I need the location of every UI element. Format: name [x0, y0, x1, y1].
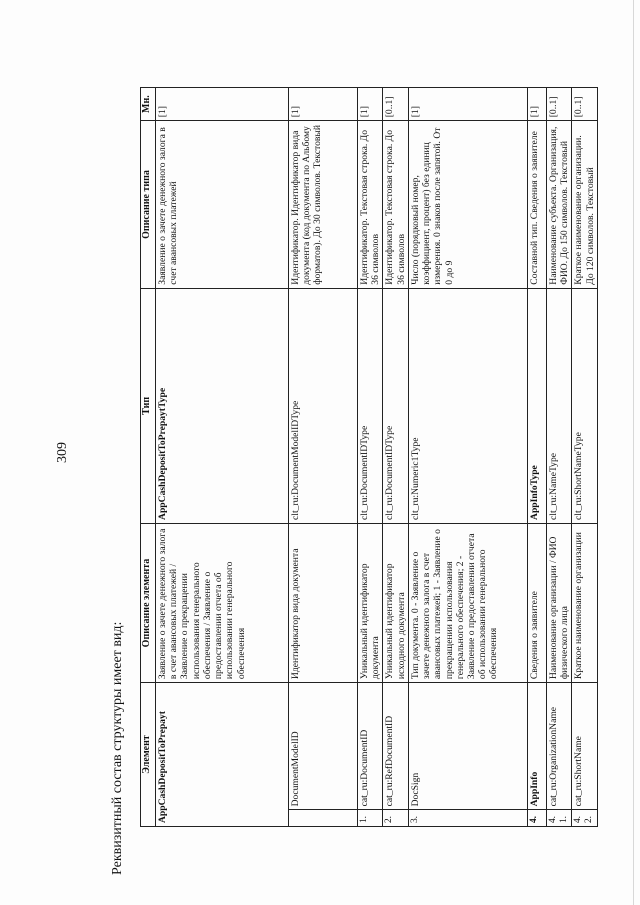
table-row: [383, 88, 408, 827]
row-element-desc: Сведения о заявителе: [527, 523, 546, 682]
table-row: [408, 88, 527, 827]
row-element-desc: Уникальный идентификатор документа: [358, 523, 383, 682]
row-number: 2.: [383, 810, 408, 827]
row-element-desc: Наименование организации / ФИО физического лица: [546, 523, 571, 682]
row-number: 3.: [408, 810, 527, 827]
structure-table: [140, 87, 598, 827]
table-row: [546, 88, 571, 827]
row-type-desc: Составной тип. Сведения о заявителе: [527, 121, 546, 288]
table-row: [156, 88, 289, 827]
header-type-desc: Описание типа: [141, 121, 156, 288]
row-number: 4.: [527, 810, 546, 827]
row-type: clt_ru:DocumentModelIDType: [289, 288, 358, 523]
row-type-desc: Идентификатор. Идентификатор вида документа (код документа по Альбому форматов). До 30 символов. Текстовый: [289, 121, 358, 288]
table-row: [527, 88, 546, 827]
row-mn: [0..1]: [572, 88, 597, 121]
row-type-desc: Идентификатор. Текстовая строка. До 36 символов: [358, 121, 383, 288]
header-element: Элемент: [141, 683, 156, 827]
row-number: [289, 810, 358, 827]
row-element: cat_ru:RefDocumentID: [383, 683, 408, 810]
row-element-desc: Идентификатор вида документа: [289, 523, 358, 682]
row-mn: [1]: [156, 88, 289, 121]
row-element: cat_ru:OrganizationName: [546, 683, 571, 810]
row-element: DocSign: [408, 683, 527, 810]
row-type: clt_ru:Numeric1Type: [408, 288, 527, 523]
header-element-desc: Описание элемента: [141, 523, 156, 682]
row-type-desc: Заявление о зачете денежного залога в счет авансовых платежей: [156, 121, 289, 288]
row-element-desc: Уникальный идентификатор исходного документа: [383, 523, 408, 682]
row-element: DocumentModelID: [289, 683, 358, 810]
row-number: 1.: [358, 810, 383, 827]
table-header-row: [141, 88, 156, 827]
row-element: cat_ru:DocumentID: [358, 683, 383, 810]
intro-text: Реквизитный состав структуры имеет вид:: [110, 621, 125, 875]
row-type: clt_ru:DocumentIDType: [383, 288, 408, 523]
row-mn: [1]: [408, 88, 527, 121]
table-row: [572, 88, 597, 827]
row-type: AppInfoType: [527, 288, 546, 523]
row-type-desc: Число (порядковый номер, коэффициент, процент) без единиц измерения. 0 знаков после запятой. От 0 до 9: [408, 121, 527, 288]
row-element: cat_ru:ShortName: [572, 683, 597, 810]
row-type: clt_ru:NameType: [546, 288, 571, 523]
row-number: 4.2.: [572, 810, 597, 827]
row-element-desc: Тип документа. 0 - Заявление о зачете денежного залога в счет авансовых платежей; 1 - Заявление о прекращении использования генерального обеспечения; 2 - Заявление о предоставлении отчета об использовании генерального обеспечения: [408, 523, 527, 682]
row-type: clt_ru:ShortNameType: [572, 288, 597, 523]
row-number: 4.1.: [546, 810, 571, 827]
row-element-desc: Краткое наименование организации: [572, 523, 597, 682]
row-mn: [1]: [358, 88, 383, 121]
row-mn: [1]: [289, 88, 358, 121]
table-row: [289, 88, 358, 827]
row-type: AppCashDepositToPrepaytType: [156, 288, 289, 523]
row-mn: [1]: [527, 88, 546, 121]
table-row: [358, 88, 383, 827]
row-type-desc: Наименование субъекта. Организация, ФИО. До 150 символов. Текстовый: [546, 121, 571, 288]
row-type: clt_ru:DocumentIDType: [358, 288, 383, 523]
row-element: AppInfo: [527, 683, 546, 810]
row-type-desc: Краткое наименование организации. До 120 символов. Текстовый: [572, 121, 597, 288]
row-mn: [0..1]: [546, 88, 571, 121]
header-type: Тип: [141, 288, 156, 523]
row-element-desc: Заявление о зачете денежного залога в счет авансовых платежей / Заявление о прекращении использования генерального обеспечения / Заявление о предоставлении отчета об использовании генерального обеспечения: [156, 523, 289, 682]
row-mn: [0..1]: [383, 88, 408, 121]
header-mn: Мн.: [141, 88, 156, 121]
row-element: AppCashDepositToPrepayt: [156, 683, 289, 827]
row-type-desc: Идентификатор. Текстовая строка. До 36 символов: [383, 121, 408, 288]
page-number: 309: [55, 442, 70, 463]
